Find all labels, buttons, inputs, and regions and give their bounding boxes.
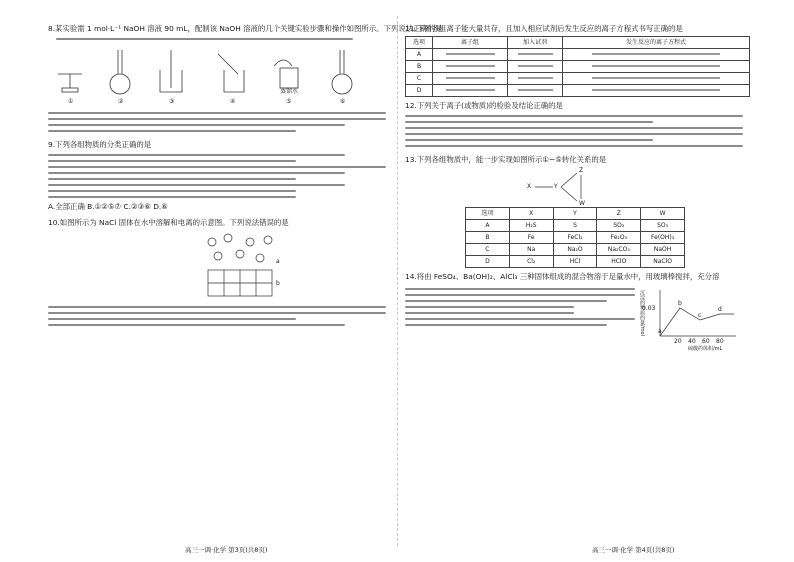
q14-head: 14.将由 FeSO₄、Ba(OH)₂、AlCl₃ 三种固体组成的混合物溶于足量水中，用玻璃棒搅拌，充分溶 [405, 272, 720, 281]
table-cell: Cl₂ [509, 256, 553, 268]
volumetric-flask-icon [110, 50, 130, 94]
q14-option-d [405, 324, 607, 326]
q9-item-2 [48, 160, 296, 162]
table-cell: NaOH [641, 244, 685, 256]
table-row [466, 256, 685, 268]
q10-option-a [48, 306, 386, 308]
table-cell: SO₃ [641, 220, 685, 232]
q11-row-c: C [406, 73, 433, 85]
q11-col-ions: 离子组 [433, 37, 508, 49]
q8-label-2: ② [118, 98, 124, 105]
table-cell: B [466, 232, 510, 244]
q14-xtick-1: 20 [674, 338, 682, 345]
q13-table [465, 207, 685, 268]
q8-head: 8.某实验需 1 mol·L⁻¹ NaOH 溶液 90 mL，配制该 NaOH 溶液的几个关键实验步骤和操作如图所示。下列说法正确的是 [48, 24, 443, 33]
table-cell: S [553, 220, 597, 232]
table-cell: HCl [553, 256, 597, 268]
q11-head: 11.下列各组离子能大量共存，且加入相应试剂后发生反应的离子方程式书写正确的是 [405, 24, 683, 33]
q8-option-d [48, 130, 296, 132]
q13-table-header [466, 208, 685, 220]
q11-col-option: 选项 [406, 37, 433, 49]
table-cell: Na₂CO₃ [597, 244, 641, 256]
q8-label-4: ④ [230, 98, 236, 105]
q13-node-z: Z [579, 167, 584, 174]
q11-table [405, 36, 750, 97]
flask-icon [332, 50, 352, 94]
q10-option-d [48, 324, 345, 326]
q12-option-a-cont [405, 121, 653, 123]
q10-option-c [48, 318, 296, 320]
q8-water-label: 蒸馏水 [280, 88, 299, 95]
q10-dissolution-figure [198, 230, 282, 302]
q14-xtick-2: 40 [688, 338, 696, 345]
q13-node-y: Y [554, 183, 558, 190]
pouring-icon [218, 54, 244, 92]
q14-text [405, 284, 640, 348]
q14-option-b [405, 312, 574, 314]
precipitate-curve [660, 308, 734, 336]
table-cell: Na [509, 244, 553, 256]
q8-label-5: ⑤ [286, 98, 292, 105]
q11-row-a: A [406, 49, 433, 61]
q10-label-a: a [276, 258, 280, 265]
q14-point-a: a [658, 328, 662, 335]
q8-option-a [48, 112, 386, 114]
q14-xtick-3: 60 [702, 338, 710, 345]
balance-icon [58, 74, 82, 92]
page-divider [397, 16, 398, 546]
q9-item-1 [48, 154, 345, 156]
table-row [406, 61, 750, 73]
q14-option-a-cont [405, 306, 574, 308]
q11-col-equation: 发生反应的离子方程式 [563, 37, 750, 49]
q14-point-b: b [678, 300, 682, 307]
q14-line-1 [405, 288, 635, 290]
q13-col-x: X [509, 208, 553, 220]
table-cell: Na₂O [553, 244, 597, 256]
q13-node-w: W [579, 200, 585, 207]
table-row [406, 49, 750, 61]
q12-option-d [405, 145, 743, 147]
q12-option-c [405, 133, 743, 135]
q13-col-w: W [641, 208, 685, 220]
q9-item-6 [48, 184, 345, 186]
q9-options: A.全部正确 B.①②⑤⑦ C.②③⑥ D.⑥ [48, 202, 168, 211]
q14-graph [639, 284, 740, 352]
wash-bottle-icon [274, 60, 298, 88]
q13-conversion-diagram [525, 167, 605, 207]
table-row [466, 220, 685, 232]
q10-head: 10.如图所示为 NaCl 固体在水中溶解和电离的示意图。下列说法错误的是 [48, 218, 289, 227]
table-cell: Fe [509, 232, 553, 244]
q8-label-6: ⑥ [340, 98, 346, 105]
q13-col-option: 选项 [466, 208, 510, 220]
q11-table-header [406, 37, 750, 49]
q14-option-c [405, 318, 635, 320]
q8-head-cont [56, 38, 353, 40]
q11-col-reagent: 加入试剂 [508, 37, 563, 49]
q10-dissolution-svg [198, 230, 282, 302]
right-column [405, 24, 750, 544]
table-cell: C [466, 244, 510, 256]
q10-label-b: b [276, 280, 280, 287]
q14-point-d: d [718, 306, 722, 313]
table-cell: NaClO [641, 256, 685, 268]
q8-option-b [48, 118, 386, 120]
page-footer-right: 高三一调·化学 第4页(共8页) [592, 546, 675, 554]
q12-head: 12.下列关于离子(或物质)的检验及结论正确的是 [405, 101, 563, 110]
q9-item-5 [48, 178, 296, 180]
q14-ytick: 0.03 [642, 305, 656, 312]
q8-apparatus-figure [48, 44, 393, 108]
q9-head: 9.下列各组物质的分类正确的是 [48, 140, 152, 149]
q14-xtick-4: 80 [716, 338, 724, 345]
q13-diagram-svg [525, 167, 605, 207]
q9-item-8 [48, 196, 296, 198]
q12-option-c-cont [405, 139, 653, 141]
table-cell: A [466, 220, 510, 232]
table-row [406, 85, 750, 97]
table-cell: Fe₂O₃ [597, 232, 641, 244]
q9-item-3 [48, 166, 386, 168]
table-row [466, 232, 685, 244]
q8-option-c [48, 124, 345, 126]
q10-option-b [48, 312, 386, 314]
q13-col-z: Z [597, 208, 641, 220]
q13-node-x: X [527, 183, 532, 190]
q14-point-c: c [698, 312, 702, 319]
table-row [406, 73, 750, 85]
table-cell: SO₂ [597, 220, 641, 232]
q14-body [405, 284, 750, 352]
q11-row-d: D [406, 85, 433, 97]
q12-option-a [405, 115, 743, 117]
table-cell: D [466, 256, 510, 268]
table-cell: Fe(OH)₃ [641, 232, 685, 244]
q14-line-2 [405, 294, 635, 296]
q14-xlabel: 硫酸的体积/mL [688, 346, 723, 352]
q14-ylabel: 沉淀的物质的量/mol [639, 290, 645, 337]
q8-label-1: ① [68, 98, 74, 105]
q12-option-b [405, 127, 743, 129]
table-cell: H₂S [509, 220, 553, 232]
q14-option-a [405, 300, 607, 302]
q9-item-4 [48, 172, 345, 174]
q11-row-b: B [406, 61, 433, 73]
q13-head: 13.下列各组物质中，能一步实现如图所示①~⑤转化关系的是 [405, 155, 607, 164]
table-cell: HClO [597, 256, 641, 268]
q9-item-7 [48, 190, 296, 192]
table-row [466, 244, 685, 256]
q8-label-3: ③ [169, 98, 175, 105]
beaker-icon [160, 50, 182, 92]
q13-col-y: Y [553, 208, 597, 220]
table-cell: FeCl₂ [553, 232, 597, 244]
page-footer-left: 高三一调·化学 第3页(共8页) [185, 546, 268, 554]
